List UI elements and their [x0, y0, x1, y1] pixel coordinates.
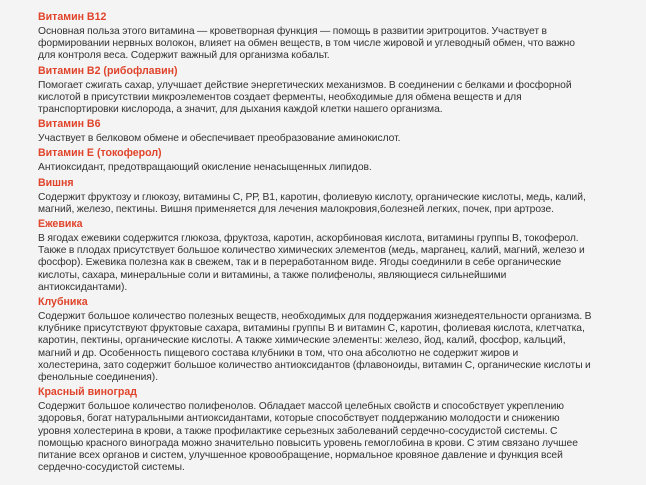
text-line: транспортировки кислорода, а значит, для дыхания каждой клетки нашего организма.: [38, 104, 443, 116]
text-line: Антиоксидант, предотвращающий окисление ненасыщенных липидов.: [38, 162, 372, 174]
text-line: Содержит большое количество полезных веществ, необходимых для поддержания жизнедеятельности организма. В: [38, 311, 592, 323]
section-text: [38, 80, 632, 117]
section-cherry: [38, 177, 632, 216]
section-title: Витамин В2 (рибофлавин): [38, 64, 178, 77]
section-text: [38, 233, 632, 294]
text-line: кислоты, сахара, минеральные соли и витамины, а также полифенолы, являющиеся сильнейшими: [38, 269, 507, 281]
text-line: уровня холестерина в крови, а также профилактике серьезных заболеваний сердечно-сосудистой системы. С: [38, 425, 558, 437]
text-line: Участвует в белковом обмене и обеспечивает преобразование аминокислот.: [38, 133, 401, 145]
text-line: кислотой в присутствии микроэлементов создает ферменты, необходимые для обмена веществ и для: [38, 91, 522, 103]
text-line: клубнике присутствуют фруктовые сахара, витамины группы В и витамин С, каротин, фолиевая кислота, клетчатка,: [38, 323, 585, 335]
section-vitamin-e: [38, 147, 632, 174]
section-text: [38, 133, 632, 145]
text-line: магний и др. Особенность пищевого состава клубники в том, что она абсолютно не содержит жиров и: [38, 347, 519, 359]
text-line: каротин, пектины, органические кислоты. А также химические элементы: железо, йод, калий, фосфор, кальций,: [38, 335, 566, 347]
text-line: Основная польза этого витамина — кроветворная функция — помощь в развитии эритроцитов. Участвует в: [38, 26, 547, 37]
text-line: Содержит большое количество полифенолов. Обладает массой целебных свойств и способствует укреплению: [38, 401, 564, 413]
section-strawberry: [38, 296, 632, 384]
text-line: помощью красного винограда можно значительно повысить уровень гемоглобина в крови. С этим связано лучшее: [38, 437, 578, 449]
section-title: Вишня: [38, 176, 74, 189]
text-line: Помогает сжигать сахар, улучшает действие энергетических механизмов. В соединении с белками и фосфорной: [38, 79, 572, 91]
text-line: Также в плодах присутствует большое количество химических элементов (медь, марганец, калий, магний, железо и: [38, 245, 585, 257]
text-line: холестерина, зато содержит большое количество антиоксидантов (флавоноиды, витамин С, органические кислоты и: [38, 359, 591, 371]
section-title: Витамин В12: [38, 11, 107, 23]
section-red-grapes: [38, 386, 632, 474]
section-title: Клубника: [38, 296, 88, 309]
section-title: Витамин В6: [38, 118, 101, 131]
section-text: [38, 192, 632, 216]
text-line: магний, железо, пектины. Вишня применяется для лечения малокровия,болезней легких, почек, при артрозе.: [38, 203, 554, 215]
section-text: [38, 311, 632, 384]
text-line: формировании нервных волокон, влияет на обмен веществ, в том числе жировой и углеводный обмен, что важно: [38, 38, 575, 50]
text-line: сердечно-сосудистой системы.: [38, 462, 185, 474]
section-vitamin-b6: [38, 118, 632, 145]
text-line: антиоксидантами).: [38, 281, 128, 293]
text-line: фосфор). Ежевика полезна как в свежем, так и в переработанном виде. Ягоды соединили в себе органические: [38, 257, 562, 269]
section-blackberry: [38, 218, 632, 294]
text-line: В ягодах ежевики содержится глюкоза, фруктоза, каротин, аскорбиновая кислота, витамины группы В, токоферол.: [38, 233, 579, 245]
section-vitamin-b12: [38, 11, 632, 63]
section-text: [38, 26, 632, 63]
section-text: [38, 162, 632, 174]
text-line: Содержит фруктозу и глюкозу, витамины С, РР, В1, каротин, фолиевую кислоту, органические кислоты, медь, калий,: [38, 191, 586, 203]
section-title: Красный виноград: [38, 386, 138, 399]
section-text: [38, 401, 632, 474]
text-line: для контроля веса. Содержит важный для организма кобальт.: [38, 50, 330, 62]
section-vitamin-b2: [38, 65, 632, 117]
text-line: здоровья, богат натуральными антиоксидантами, которые способствует поддержанию молодости и снижению: [38, 413, 560, 425]
text-line: питание всех органов и систем, улучшенное кровообращение, нормальное кровяное давление и функция всей: [38, 450, 563, 462]
text-line: фенольные соединения).: [38, 372, 159, 384]
section-title: Ежевика: [38, 218, 83, 231]
section-title: Витамин Е (токоферол): [38, 147, 162, 160]
